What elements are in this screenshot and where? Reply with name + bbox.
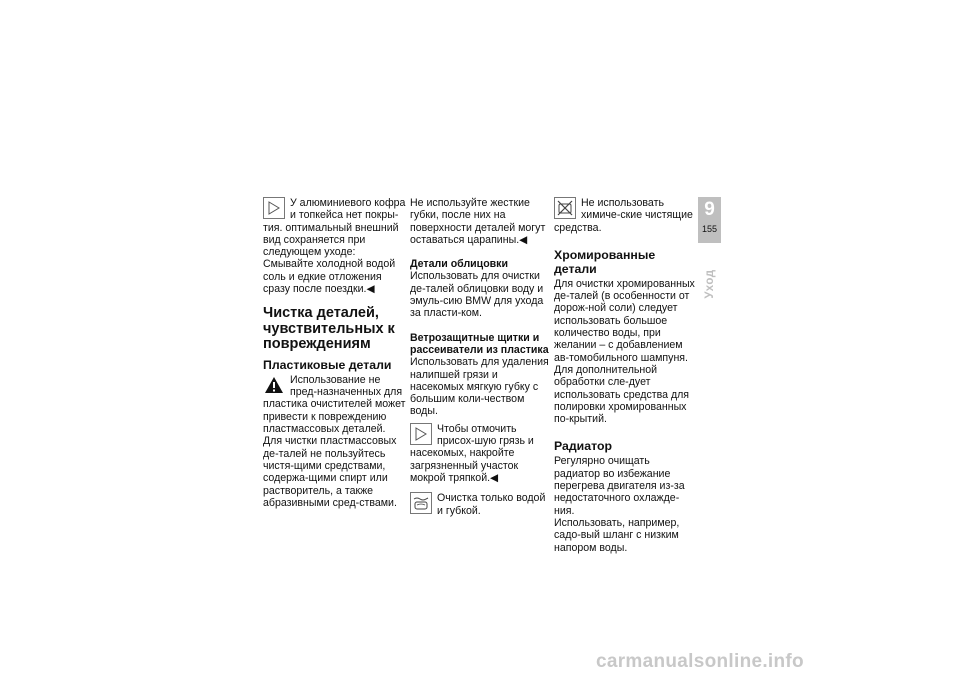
note-block-water-sponge xyxy=(410,492,553,522)
heading-radiator: Радиатор xyxy=(554,439,612,454)
water-sponge-icon xyxy=(410,492,432,514)
warning-plastic-cont: Для чистки пластмассовых де-талей не пользуйтесь чистя-щими средствами, содержа-щими спирт или растворитель, а также абразивными сред-ствами. xyxy=(263,435,397,509)
radiator-text: Регулярно очищать радиатор во избежание перегрева двигателя из-за недостаточного охлажде-ния. xyxy=(554,455,685,517)
note-water-sponge-text: Очистка только водой и губкой. xyxy=(437,492,546,517)
sponge-warning-text: Не используйте жесткие губки, после них на поверхности деталей могут оставаться царапины.◀ xyxy=(410,197,546,246)
heading-chrome: Хромированные детали xyxy=(554,247,656,276)
watermark: carmanualsonline.info xyxy=(596,651,804,672)
triangle-note-icon xyxy=(263,197,285,219)
column-3 xyxy=(554,197,697,554)
note-aluminum-cont: Смывайте холодной водой соль и едкие отложения сразу после поездки.◀ xyxy=(263,258,396,296)
note-aluminum-text: У алюминиевого кофра и топкейса нет покры-тия. оптимальный внешний вид сохраняется при следующем уходе: xyxy=(263,197,406,259)
section-heading-sensitive-parts: Чистка деталей, чувствительных к повреждениям xyxy=(263,305,395,353)
warning-block-plastic xyxy=(263,374,406,435)
chrome-text: Для очистки хромированных де-талей (в особенности от дорож-ной соли) следует использовать большое количество воды, при желании – с добавлением ав-томобильного шампуня. Для дополнительной обработки сле-дует использовать средства для полировки хромированных по-крытий. xyxy=(554,277,695,426)
warning-triangle-icon xyxy=(263,374,285,396)
radiator-text-2: Использовать, например, садо-вый шланг с низким напором воды. xyxy=(554,516,680,554)
heading-panels: Детали облицовки xyxy=(410,258,508,271)
note-block-soak xyxy=(410,423,553,484)
column-2 xyxy=(410,197,553,522)
page-number: 155 xyxy=(701,224,718,234)
chapter-number: 9 xyxy=(704,199,715,220)
heading-plastic-parts: Пластиковые детали xyxy=(263,357,392,372)
triangle-note-icon xyxy=(410,423,432,445)
chapter-label: Уход xyxy=(704,269,716,299)
warning-plastic-text: Использование не пред-назначенных для пластика очистителей может привести к повреждению пластмассовых деталей. xyxy=(263,373,406,436)
note-block-no-chemicals xyxy=(554,197,697,234)
note-no-chemicals-text: Не использовать химиче-ские чистящие средства. xyxy=(554,197,693,234)
windshield-text: Использовать для удаления налипшей грязи и насекомых мягкую губку с большим коли-чеством воды. xyxy=(410,356,549,418)
heading-windshield: Ветрозащитные щитки и рассеиватели из пластика xyxy=(410,331,549,356)
note-soak-text: Чтобы отмочить присох-шую грязь и насекомых, накройте загрязненный участок мокрой тряпкой.◀ xyxy=(410,422,534,484)
note-block-aluminum xyxy=(263,197,406,258)
panels-text: Использовать для очистки де-талей облицовки воду и эмуль-сию BMW для ухода за пласти-ком. xyxy=(410,270,544,320)
chapter-tab xyxy=(698,197,721,243)
column-1 xyxy=(263,197,406,509)
crossed-out-icon xyxy=(554,197,576,219)
